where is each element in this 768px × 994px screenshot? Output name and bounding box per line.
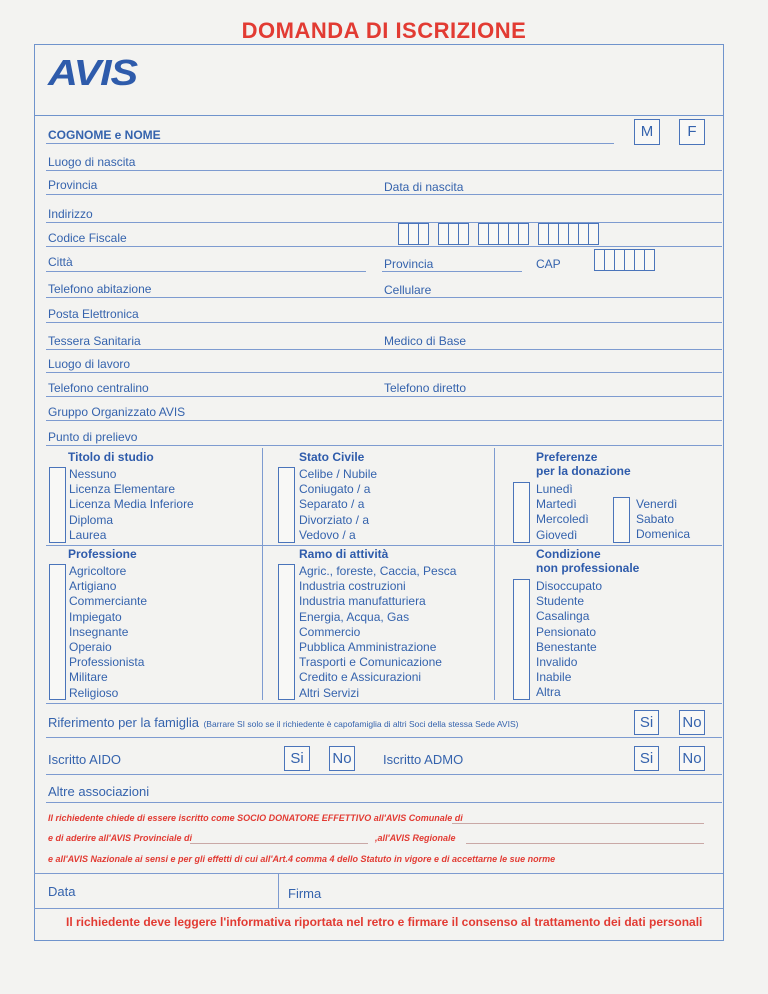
- admo-si-box[interactable]: [634, 746, 659, 771]
- professione-item[interactable]: Insegnante: [69, 624, 129, 639]
- section-divider: [46, 703, 722, 704]
- stato-civile-item[interactable]: Divorziato / a: [299, 512, 370, 527]
- telefono-centralino-label: Telefono centralino: [48, 381, 149, 395]
- cap-grid[interactable]: [594, 249, 654, 271]
- sex-m-box[interactable]: [634, 119, 660, 145]
- condizione-item[interactable]: Disoccupato: [536, 579, 603, 593]
- ramo-item[interactable]: Industria manufatturiera: [299, 594, 426, 609]
- firma-label: Firma: [288, 886, 322, 901]
- punto-prelievo-label: Punto di prelievo: [48, 430, 138, 444]
- ramo-item[interactable]: Agric., foreste, Caccia, Pesca: [299, 564, 457, 578]
- famiglia-note: (Barrare SI solo se il richiedente è capofamiglia di altri Soci della stessa Sede AVIS): [203, 719, 519, 729]
- aido-no-box[interactable]: [329, 746, 355, 771]
- stato-civile-item[interactable]: Celibe / Nubile: [299, 467, 378, 481]
- professione-item[interactable]: Agricoltore: [69, 564, 127, 578]
- medico-base-label: Medico di Base: [384, 334, 467, 348]
- firma-divider: [34, 908, 723, 909]
- famiglia-divider: [46, 737, 722, 738]
- ramo-item[interactable]: Altri Servizi: [299, 685, 360, 700]
- professione-item[interactable]: Militare: [69, 670, 108, 685]
- titolo-studio-item[interactable]: Diploma: [69, 512, 114, 527]
- titolo-studio-heading: Titolo di studio: [68, 450, 154, 464]
- provincia2-field[interactable]: [382, 271, 522, 272]
- tessera-sanitaria-label: Tessera Sanitaria: [48, 334, 141, 348]
- professione-heading: Professione: [68, 547, 137, 561]
- condizione-item[interactable]: Inabile: [536, 670, 572, 685]
- tessera-medico-field[interactable]: [46, 349, 722, 350]
- ramo-checkboxes[interactable]: [278, 564, 295, 700]
- condizione-heading-1: Condizione: [536, 547, 601, 561]
- telefono-diretto-label: Telefono diretto: [384, 381, 467, 395]
- dichiarazione-line-2a: e di aderire all'AVIS Provinciale di: [48, 833, 193, 843]
- logo-header: [34, 44, 724, 116]
- famiglia-si-box[interactable]: [634, 710, 659, 735]
- preferenze-heading-1: Preferenze: [536, 450, 598, 464]
- professione-item[interactable]: Operaio: [69, 640, 112, 655]
- condizione-item[interactable]: Invalido: [536, 655, 578, 670]
- professione-checkboxes[interactable]: [49, 564, 66, 700]
- provincia2-label: Provincia: [384, 257, 434, 271]
- admo-no-label: No: [682, 750, 702, 767]
- telefoni-field[interactable]: [46, 297, 722, 298]
- professione-list: [69, 564, 147, 701]
- aido-label: Iscritto AIDO: [48, 752, 121, 767]
- ramo-item[interactable]: Pubblica Amministrazione: [299, 640, 437, 655]
- telefoni-lavoro-field[interactable]: [46, 396, 722, 397]
- condizione-item[interactable]: Altra: [536, 685, 561, 700]
- cap-label: CAP: [536, 257, 561, 271]
- avis-regionale-field[interactable]: [466, 843, 704, 844]
- titolo-studio-item[interactable]: Laurea: [69, 527, 107, 542]
- telefono-abitazione-label: Telefono abitazione: [48, 282, 152, 296]
- sex-f-label: F: [687, 123, 697, 140]
- provincia-data-field[interactable]: [46, 194, 722, 195]
- titolo-studio-item[interactable]: Licenza Media Inferiore: [69, 497, 194, 512]
- titolo-studio-item[interactable]: Licenza Elementare: [69, 482, 176, 497]
- stato-civile-item[interactable]: Vedovo / a: [299, 527, 356, 542]
- professione-item[interactable]: Impiegato: [69, 609, 122, 624]
- ramo-item[interactable]: Credito e Assicurazioni: [299, 670, 422, 685]
- cellulare-label: Cellulare: [384, 283, 432, 297]
- titolo-studio-item[interactable]: Nessuno: [69, 467, 117, 481]
- preferenze-list-1: [536, 482, 589, 543]
- preferenze-checkboxes-2[interactable]: [613, 497, 630, 543]
- preferenze-day[interactable]: Sabato: [636, 512, 675, 527]
- citta-label: Città: [48, 255, 73, 269]
- citta-field[interactable]: [46, 271, 366, 272]
- posta-elettronica-label: Posta Elettronica: [48, 307, 139, 321]
- aido-divider: [46, 774, 722, 775]
- altre-field[interactable]: [46, 802, 722, 803]
- cognome-nome-field[interactable]: [46, 143, 614, 144]
- luogo-nascita-field[interactable]: [46, 170, 722, 171]
- professione-item[interactable]: Religioso: [69, 685, 119, 700]
- gruppo-field[interactable]: [46, 420, 722, 421]
- avis-logo: AVIS: [48, 52, 137, 93]
- codice-fiscale-underline: [46, 246, 722, 247]
- aido-no-label: No: [332, 750, 352, 767]
- column-divider-1: [262, 448, 263, 700]
- preferenze-heading-2: per la donazione: [536, 464, 631, 478]
- dichiarazione-line-2b: ,all'AVIS Regionale: [375, 833, 456, 843]
- condizione-item[interactable]: Casalinga: [536, 609, 590, 624]
- preferenze-day[interactable]: Lunedì: [536, 482, 573, 496]
- stato-civile-checkboxes[interactable]: [278, 467, 295, 543]
- admo-label: Iscritto ADMO: [383, 752, 464, 767]
- sex-m-label: M: [640, 123, 654, 140]
- dichiarazione-line-3: e all'AVIS Nazionale ai sensi e per gli effetti di cui all'Art.4 comma 4 dello Statuto in vigore e di accettarne le sue norme: [48, 854, 556, 864]
- preferenze-day[interactable]: Martedì: [536, 497, 577, 512]
- famiglia-no-label: No: [682, 714, 702, 731]
- avis-comunale-field[interactable]: [452, 823, 704, 824]
- data-nascita-label: Data di nascita: [384, 180, 464, 194]
- dichiarazione-divider: [34, 873, 723, 874]
- row-divider: [46, 545, 722, 546]
- stato-civile-item[interactable]: Separato / a: [299, 497, 365, 512]
- condizione-list: [536, 579, 602, 701]
- indirizzo-field[interactable]: [46, 222, 722, 223]
- professione-item[interactable]: Artigiano: [69, 579, 117, 594]
- avis-provinciale-field[interactable]: [190, 843, 368, 844]
- codice-fiscale-grid[interactable]: [398, 223, 598, 245]
- data-label: Data: [48, 884, 76, 899]
- condizione-checkboxes[interactable]: [513, 579, 530, 700]
- preferenze-day[interactable]: Giovedì: [536, 527, 578, 542]
- condizione-item[interactable]: Studente: [536, 594, 585, 609]
- preferenze-list-2: [636, 497, 690, 543]
- condizione-heading-2: non professionale: [536, 561, 640, 575]
- condizione-item[interactable]: Benestante: [536, 639, 597, 654]
- professione-item[interactable]: Professionista: [69, 655, 145, 670]
- famiglia-label: Riferimento per la famiglia: [48, 715, 200, 730]
- aido-si-box[interactable]: [284, 746, 310, 771]
- admo-si-label: Si: [639, 750, 654, 767]
- luogo-nascita-label: Luogo di nascita: [48, 155, 136, 169]
- titolo-studio-list: [69, 467, 194, 543]
- posta-elettronica-field[interactable]: [46, 322, 722, 323]
- condizione-item[interactable]: Pensionato: [536, 624, 597, 639]
- gruppo-label: Gruppo Organizzato AVIS: [48, 405, 186, 419]
- stato-civile-item[interactable]: Coniugato / a: [299, 482, 371, 497]
- ramo-item[interactable]: Industria costruzioni: [299, 579, 406, 594]
- professione-item[interactable]: Commerciante: [69, 594, 148, 609]
- cognome-nome-label: COGNOME e NOME: [48, 128, 161, 142]
- indirizzo-label: Indirizzo: [48, 207, 93, 221]
- ramo-heading: Ramo di attività: [299, 547, 389, 561]
- famiglia-no-box[interactable]: [679, 710, 705, 735]
- ramo-item[interactable]: Energia, Acqua, Gas: [299, 609, 410, 624]
- altre-label: Altre associazioni: [48, 784, 150, 799]
- data-firma-divider: [278, 874, 279, 908]
- stato-civile-list: [299, 467, 377, 543]
- preferenze-day[interactable]: Domenica: [636, 527, 691, 542]
- preferenze-checkboxes-1[interactable]: [513, 482, 530, 543]
- famiglia-row: [48, 714, 518, 732]
- luogo-lavoro-field[interactable]: [46, 372, 722, 373]
- famiglia-si-label: Si: [639, 714, 654, 731]
- codice-fiscale-label: Codice Fiscale: [48, 231, 127, 245]
- ramo-item[interactable]: Commercio: [299, 624, 361, 639]
- sex-f-box[interactable]: [679, 119, 705, 145]
- preferenze-day[interactable]: Venerdì: [636, 497, 678, 511]
- preferenze-day[interactable]: Mercoledì: [536, 512, 589, 527]
- preferenze-heading: [536, 450, 631, 478]
- column-divider-2: [494, 448, 495, 700]
- ramo-item[interactable]: Trasporti e Comunicazione: [299, 655, 442, 670]
- ramo-list: [299, 564, 456, 701]
- luogo-lavoro-label: Luogo di lavoro: [48, 357, 131, 371]
- footer-note: Il richiedente deve leggere l'informativa riportata nel retro e firmare il consenso al trattamento dei dati personali: [66, 915, 703, 929]
- dichiarazione-line-1: Il richiedente chiede di essere iscritto come SOCIO DONATORE EFFETTIVO all'AVIS Comunale di: [48, 813, 463, 823]
- titolo-studio-checkboxes[interactable]: [49, 467, 66, 543]
- punto-prelievo-field[interactable]: [46, 445, 722, 446]
- form-title: DOMANDA DI ISCRIZIONE: [241, 18, 527, 43]
- provincia-label: Provincia: [48, 178, 98, 192]
- aido-si-label: Si: [290, 750, 304, 767]
- stato-civile-heading: Stato Civile: [299, 450, 365, 464]
- condizione-heading: [536, 547, 639, 575]
- admo-no-box[interactable]: [679, 746, 705, 771]
